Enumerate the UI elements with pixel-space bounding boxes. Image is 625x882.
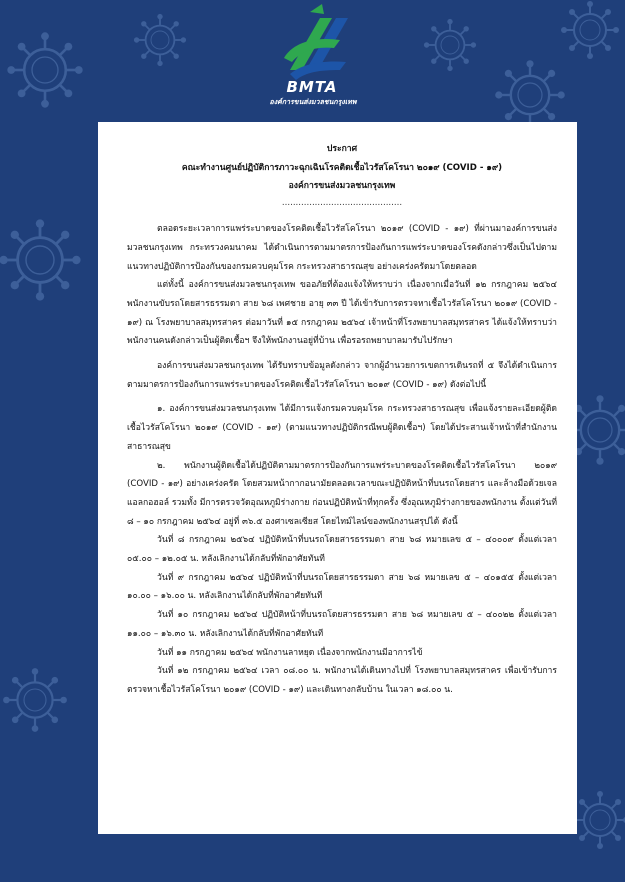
timeline-item: วันที่ ๑๒ กรกฎาคม ๒๕๖๔ เวลา ๐๘.๐๐ น. พนักงานได้เดินทางไปที่ โรงพยาบาลสมุทรสาคร เพื่อเข้ารับการตรวจหาเชื้อไวรัสโคโรนา ๒๐๑๙ (COVID - ๑๙) และเดินทางกลับบ้าน ในเวลา ๑๘.๐๐ น. [127, 666, 557, 695]
brand-subtitle: องค์การขนส่งมวลชนกรุงเทพ [269, 98, 357, 106]
document-organization: องค์การขนส่งมวลชนกรุงเทพ [288, 181, 396, 192]
paragraph: ตลอดระยะเวลาการแพร่ระบาดของโรคติดเชื้อไวรัสโคโรนา ๒๐๑๙ (COVID - ๑๙) ที่ผ่านมาองค์การขนส่งมวลชนกรุงเทพ กระทรวงคมนาคม ได้ดำเนินการตามมาตรการป้องกันการแพร่ระบาดของโรคดังกล่าวซึ่งเป็นไปตามแนวทางปฏิบัติการป้องกันของกรมควบคุมโรค กระทรวงสาธารณสุข อย่างเคร่งครัดมาโดยตลอด [127, 224, 557, 272]
timeline-item: วันที่ ๑๐ กรกฎาคม ๒๕๖๔ ปฏิบัติหน้าที่บนรถโดยสารธรรมดา สาย ๖๘ หมายเลข ๕ – ๔๐๐๒๒ ตั้งแต่เวลา ๑๑.๐๐ – ๑๖.๓๐ น. หลังเลิกงานได้กลับที่พักอาศัยทันที [127, 610, 557, 639]
separator: ............................................ [281, 198, 403, 209]
document-subtitle: คณะทำงานศูนย์ปฏิบัติการภาวะฉุกเฉินโรคติดเชื้อไวรัสโคโรนา ๒๐๑๙ (COVID - ๑๙) [181, 162, 503, 173]
brand-name: BMTA [286, 78, 338, 96]
timeline-item: วันที่ ๘ กรกฎาคม ๒๕๖๔ ปฏิบัติหน้าที่บนรถโดยสารธรรมดา สาย ๖๘ หมายเลข ๕ – ๔๐๐๐๙ ตั้งแต่เวลา ๐๕.๐๐ – ๑๒.๐๕ น. หลังเลิกงานได้กลับที่พักอาศัยทันที [127, 535, 557, 565]
document [127, 140, 557, 700]
paragraph: แต่ทั้งนี้ องค์การขนส่งมวลชนกรุงเทพ ขออภัยที่ต้องแจ้งให้ทราบว่า เนื่องจากเมื่อวันที่ ๑๒ กรกฎาคม ๒๕๖๔ พนักงานขับรถโดยสารธรรมดา สาย ๖๘ เพศชาย อายุ ๓๓ ปี ได้เข้ารับการตรวจหาเชื้อไวรัสโคโรนา ๒๐๑๙ (COVID - ๑๙) ณ โรงพยาบาลสมุทรสาคร ต่อมาวันที่ ๑๕ กรกฎาคม ๒๕๖๔ เจ้าหน้าที่โรงพยาบาลสมุทรสาคร ได้แจ้งให้ทราบว่า พนักงานคนดังกล่าวเป็นผู้ติดเชื้อฯ จึงให้พนักงานอยู่ที่บ้าน เพื่อรอรถพยาบาลมารับไปรักษา [127, 280, 557, 347]
timeline-item: วันที่ ๙ กรกฎาคม ๒๕๖๔ ปฏิบัติหน้าที่บนรถโดยสารธรรมดา สาย ๖๘ หมายเลข ๕ – ๔๐๑๕๕ ตั้งแต่เวลา ๑๐.๐๐ – ๑๖.๐๐ น. หลังเลิกงานได้กลับที่พักอาศัยทันที [127, 572, 557, 602]
paragraph: ๑. องค์การขนส่งมวลชนกรุงเทพ ได้มีการแจ้งกรมควบคุมโรค กระทรวงสาธารณสุข เพื่อแจ้งรายละเอียดผู้ติดเชื้อไวรัสโคโรนา ๒๐๑๙ (COVID - ๑๙) (ตามแนวทางปฏิบัติกรณีพบผู้ติดเชื้อฯ) โดยได้ประสานเจ้าหน้าที่สำนักงานสาธารณสุข [127, 404, 557, 452]
virus-icon [571, 791, 625, 849]
paragraph: องค์การขนส่งมวลชนกรุงเทพ ได้รับทราบข้อมูลดังกล่าว จากผู้อำนวยการเขตการเดินรถที่ ๕ จึงได้ดำเนินการตามมาตรการป้องกันการแพร่ระบาดของโรคติดเชื้อไวรัสโคโรนา ๒๐๑๙ (COVID - ๑๙) ดังต่อไปนี้ [127, 361, 557, 390]
virus-icon [0, 219, 81, 300]
virus-icon [3, 668, 67, 732]
document-heading: ประกาศ [326, 144, 358, 154]
paragraph: ๒. พนักงานผู้ติดเชื้อได้ปฏิบัติตามมาตรการป้องกันการแพร่ระบาดของโรคติดเชื้อไวรัสโคโรนา ๒๐๑๙ (COVID - ๑๙) อย่างเคร่งครัด โดยสวมหน้ากากอนามัยตลอดเวลาขณะปฏิบัติหน้าที่บนรถโดยสาร และล้างมือด้วยเจลแอลกอฮอล์ รวมทั้ง มีการตรวจวัดอุณหภูมิร่างกาย ก่อนปฏิบัติหน้าที่ทุกครั้ง ซึ่งอุณหภูมิร่างกายของพนักงาน ตั้งแต่วันที่ ๘ – ๑๐ กรกฎาคม ๒๕๖๔ อยู่ที่ ๓๖.๕ องศาเซลเซียส โดยไทม์ไลน์ของพนักงานสรุปได้ ดังนี้ [127, 460, 557, 527]
header [0, 0, 625, 122]
timeline-item: วันที่ ๑๑ กรกฎาคม ๒๕๖๔ พนักงานลาหยุด เนื่องจากพนักงานมีอาการไข้ [157, 647, 423, 658]
